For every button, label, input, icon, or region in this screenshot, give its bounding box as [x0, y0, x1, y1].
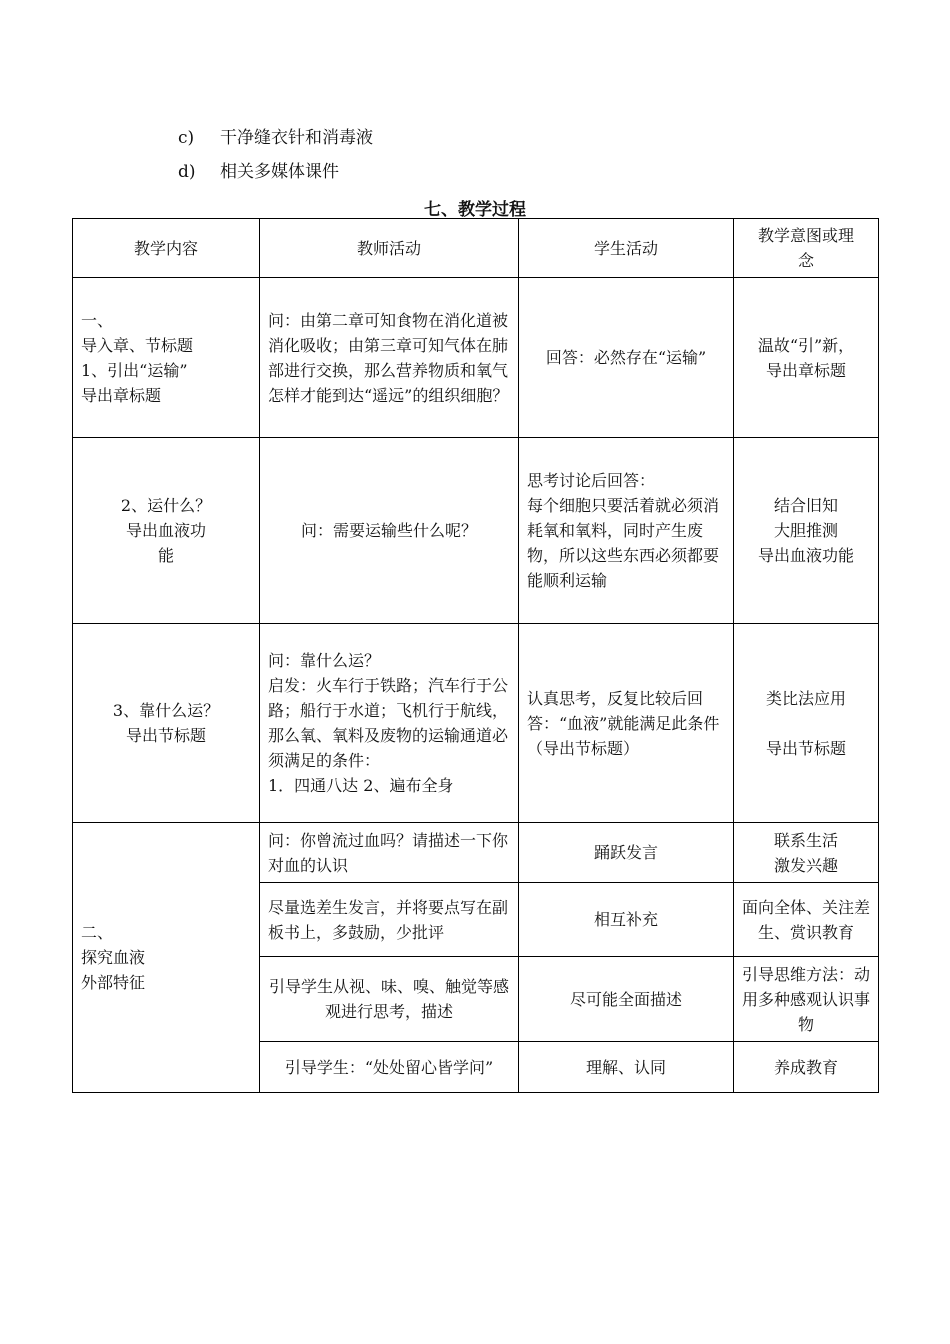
list-text: 相关多媒体课件: [220, 162, 339, 182]
cell-intent: 养成教育: [734, 1042, 879, 1093]
materials-list-item-c: [178, 128, 373, 148]
table-row: [73, 624, 879, 823]
cell-teacher: 问：需要运输些什么呢？: [260, 438, 519, 624]
cell-student: 理解、认同: [519, 1042, 734, 1093]
cell-student: 认真思考，反复比较后回答：“血液”就能满足此条件（导出节标题）: [519, 624, 734, 823]
table-row: [73, 278, 879, 438]
cell-intent: 结合旧知 大胆推测 导出血液功能: [734, 438, 879, 624]
section-title: 七、教学过程: [424, 200, 526, 220]
cell-student: 踊跃发言: [519, 823, 734, 883]
cell-intent: 类比法应用 导出节标题: [734, 624, 879, 823]
cell-teacher: 问：靠什么运？ 启发：火车行于铁路；汽车行于公路；船行于水道；飞机行于航线，那么氧、氧料及废物的运输通道必须满足的条件： 1．四通八达 2、遍布全身: [260, 624, 519, 823]
list-text: 干净缝衣针和消毒液: [220, 128, 373, 148]
cell-student: 回答：必然存在“运输”: [519, 278, 734, 438]
table-header-row: [73, 219, 879, 278]
cell-teacher: 引导学生从视、味、嗅、触觉等感观进行思考，描述: [260, 957, 519, 1042]
cell-content: 2、运什么？ 导出血液功 能: [73, 438, 260, 624]
cell-teacher: 引导学生：“处处留心皆学问”: [260, 1042, 519, 1093]
cell-content: 二、 探究血液 外部特征: [73, 823, 260, 1093]
cell-content: 3、靠什么运？ 导出节标题: [73, 624, 260, 823]
cell-student: 思考讨论后回答： 每个细胞只要活着就必须消耗氧和氧料，同时产生废物，所以这些东西必须都要能顺利运输: [519, 438, 734, 624]
table-row: [73, 438, 879, 624]
cell-student: 相互补充: [519, 883, 734, 957]
header-teacher: 教师活动: [260, 219, 519, 278]
cell-teacher: 问：你曾流过血吗？请描述一下你对血的认识: [260, 823, 519, 883]
list-marker: d): [178, 162, 196, 182]
cell-teacher: 问：由第二章可知食物在消化道被消化吸收；由第三章可知气体在肺部进行交换，那么营养物质和氧气怎样才能到达“遥远”的组织细胞？: [260, 278, 519, 438]
cell-intent: 面向全体、关注差生、赏识教育: [734, 883, 879, 957]
cell-student: 尽可能全面描述: [519, 957, 734, 1042]
cell-intent: 引导思维方法：动用多种感观认识事物: [734, 957, 879, 1042]
teaching-process-table: [72, 218, 879, 1093]
list-marker: c): [178, 128, 195, 148]
cell-teacher: 尽量选差生发言，并将要点写在副板书上，多鼓励，少批评: [260, 883, 519, 957]
header-content: 教学内容: [73, 219, 260, 278]
header-intent: 教学意图或理 念: [734, 219, 879, 278]
table-row: [73, 823, 879, 883]
materials-list-item-d: [178, 162, 339, 182]
cell-intent: 温故“引”新， 导出章标题: [734, 278, 879, 438]
header-student: 学生活动: [519, 219, 734, 278]
cell-content: 一、 导入章、节标题 1、引出“运输” 导出章标题: [73, 278, 260, 438]
cell-intent: 联系生活 激发兴趣: [734, 823, 879, 883]
